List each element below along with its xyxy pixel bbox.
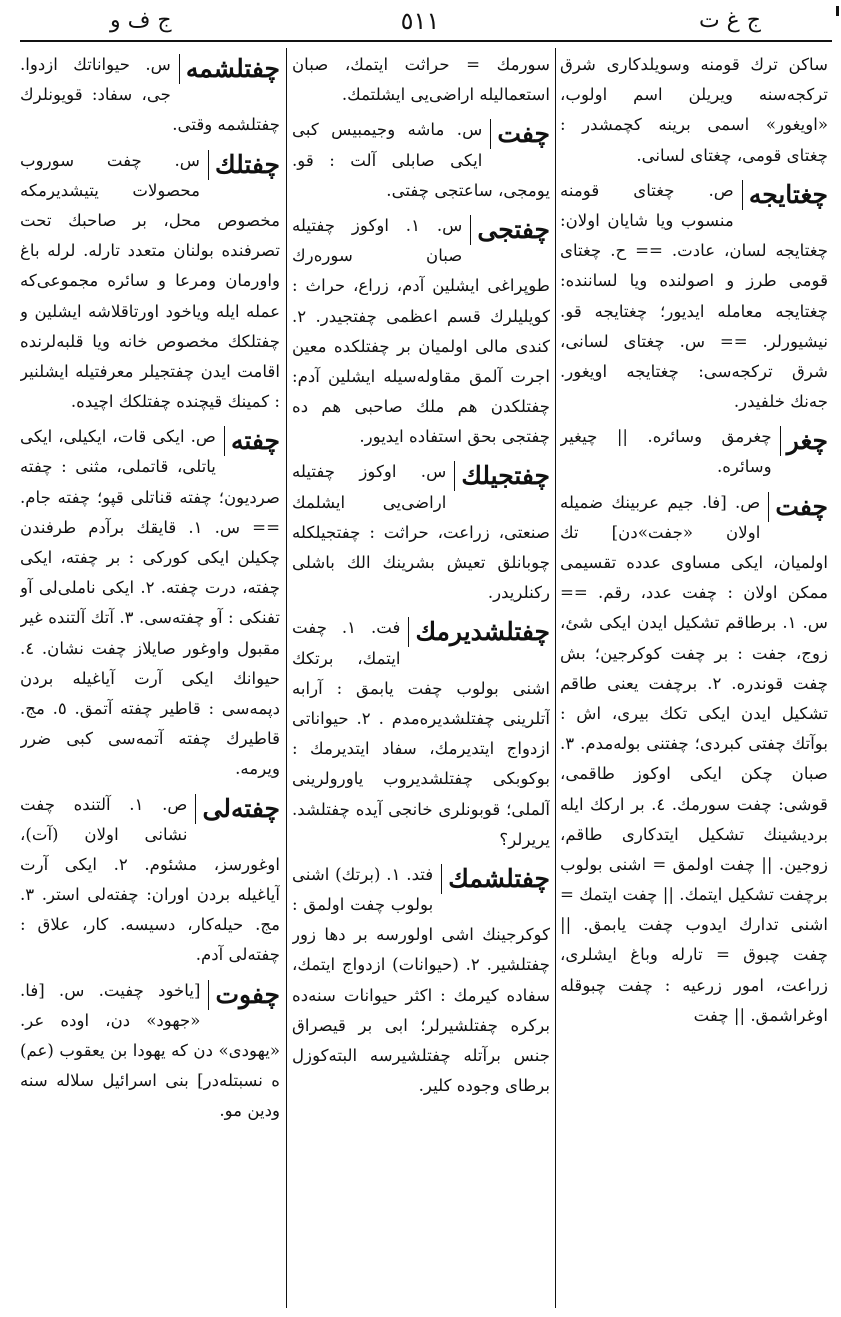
entry-definition: س. اوكوز چفتيله اراضى‌يى ايشلمك صنعتى، زراعت، حراثت : چفتجيلكله چوبانلق تعيش بشرينك الك باشلى ركنلريدر. bbox=[292, 462, 550, 603]
dictionary-entry bbox=[20, 50, 280, 141]
entry-headword: چفتلشمه bbox=[179, 54, 280, 84]
text-column-left bbox=[20, 50, 280, 1308]
entry-headword: چفت bbox=[768, 492, 828, 522]
text-column-right bbox=[560, 50, 828, 1308]
entry-definition: ص. [فا. جيم عربينك ضميله اولان «جفت»دن] تك اولميان، ايكى مساوى عدده تقسيمى ممكن اولان : چفت عدد، رقم. == س. ١. برطاقم تشكيل ايدن ايكى شئ، زوج، جفت : بر چفت كوكرجين؛ بش چفت قوندره. ٢. برچفت يعنى طاقم تشكيل ايدن ايكى تكك بيرى، اش : بوآتك چفتى كبردى؛ چفتنى بوله‌مدم. ٣. صبان چكن ايكى اوكوز طاقمى، قوشى: چفت سورمك. ٤. بر اركك ايله بردیشينك تشكيل ايتدكارى طاقم، زوجين. || چفت اولمق = اشنى بولوب برچفت تشكيل ايتمك. || چفت ايتمك = اشنى تدارك ايدوب چفت يابمق. || چفت چبوق = تارله وباغ ايشلرى، زراعت، امور زرعيه : چفت چبوقله اوغراشمق. || چفت bbox=[560, 492, 828, 1025]
entry-headword: چفتلك bbox=[208, 150, 280, 180]
dictionary-entry bbox=[560, 422, 828, 482]
page-corner-mark bbox=[836, 6, 839, 16]
entry-definition: ص. ١. آلتنده چفت نشانى اولان (آت)، اوغورسز، مشئوم. ٢. ايكى آرت آياغيله بردن اوران: چفته‌لى استر. ٣. مج. حيله‌كار، دسيسه. كار، علاق : چفته‌لى آدم. bbox=[20, 794, 280, 965]
dictionary-entry bbox=[292, 115, 550, 206]
dictionary-entry bbox=[560, 176, 828, 418]
dictionary-entry bbox=[20, 976, 280, 1127]
dictionary-entry bbox=[292, 613, 550, 855]
entry-headword: چفتجيلك bbox=[454, 461, 550, 491]
dictionary-entry bbox=[20, 790, 280, 971]
entry-headword: چغتايجه bbox=[742, 180, 828, 210]
entry-headword: چفتلشمك bbox=[441, 864, 550, 894]
entry-definition: س. حيواناتك ازدوا. جى، سفاد: قويونلرك چفتلشمه وقتى. bbox=[20, 55, 280, 135]
entry-definition: س. ماشه وجيمبيس كبى ايكى صابلى آلت : قو. يومجى، ساعتجى چفتى. bbox=[292, 120, 550, 200]
column-divider-left bbox=[286, 48, 287, 1308]
dictionary-entry bbox=[560, 488, 828, 1031]
entry-definition: فت. ١. چفت ايتمك، برتكك اشنى بولوب چفت يابمق : آرابه آتلرينى چفتلشديره‌مدم . ٢. حيواناتى ازدواج ايتديرمك، سفاد ايتديرمك : بوكوبكى چفتلشديروب ياورولرينى آلملى؛ قوبونلرى خانجى آيده چفتلشد. يريرلر؟ bbox=[292, 618, 550, 849]
entry-definition: چغرمق وسائره. || چيغير وسائره. bbox=[560, 427, 772, 477]
page-number: ٥١١ bbox=[400, 7, 440, 35]
entry-headword: چفوت bbox=[208, 980, 280, 1010]
dictionary-entry bbox=[20, 146, 280, 418]
dictionary-entry bbox=[292, 211, 550, 453]
entry-headword: چفت bbox=[490, 119, 550, 149]
entry-headword: چفتجى bbox=[470, 215, 550, 245]
header-rule bbox=[20, 40, 832, 42]
text-column-middle bbox=[292, 50, 550, 1308]
column-divider-right bbox=[555, 48, 556, 1308]
entry-definition: ص. چغتاى قومنه منسوب ويا شايان اولان: چغتايجه لسان، عادت. == ح. چغتاى قومى طرز و اصولنده ويا لساننده: چغتايجه معامله ايديور؛ چغتايجه قو. نيشيورلر. == س. چغتاى لسانى، شرق تركجه‌سى: چغتايجه اويغور. جه‌نك خلفيدر. bbox=[560, 180, 828, 412]
entry-headword: چفته bbox=[224, 426, 280, 456]
dictionary-entry bbox=[292, 860, 550, 1102]
entry-headword: چفته‌لى bbox=[195, 794, 280, 824]
entry-definition: ساكن ترك قومنه وسويلدكارى شرق تركجه‌سنه ويريلن اسم اولوب، «اويغور» اسمى برينه كچمشدر : چغتاى قومى، چغتاى لسانى. bbox=[560, 55, 828, 165]
header-letters-right: ج غ ت bbox=[698, 8, 761, 33]
entry-definition: ص. ايكى قات، ايكيلى، ايكى ياتلى، قاتملى، مثنى : چفته صرديون؛ چفته قناتلى قپو؛ چفته جام. == س. ١. قايقك برآدم طرفندن چكيلن ايكى كوركى : بر چفته، ايكى چفته، درت چفته. ٢. ايكى ناملى‌لى آو تفنكى : آو چفته‌سى. ٣. آتك آلتنده غير مقبول واوغور صايلاز چفت نشان. ٤. حيوانك ايكى آرت آياغيله بردن دپمه‌سى : قاطير چفته آتمق. ٥. مج. قاطيرك چفته آتمه‌سى كبى ضرر ويرمه. bbox=[20, 427, 280, 779]
dictionary-entry bbox=[292, 457, 550, 608]
dictionary-entry bbox=[20, 422, 280, 784]
dictionary-entry bbox=[292, 50, 550, 110]
entry-definition: سورمك = حراثت ايتمك، صبان استعماليله اراضى‌يى ايشلتمك. bbox=[292, 55, 550, 105]
entry-definition: س. چفت سوروب محصولات يتيشديرمكه مخصوص محل، بر صاحبك تحت تصرفنده بولنان متعدد تارله. لرله باغ واورمان ومرعا و سائره مجموعى‌كه عمله ايله وياخود اورتاقلاشه ايشلين و چفتلكك مخصوص خانه ويا قلبه‌لرنده اقامت ايدن چفتجيلر معرفتيله ايشلنير : كمينك قيچنده چفتلكك اچيده. bbox=[20, 150, 280, 412]
entry-definition: [ياخود چفيت. س. [فا. «جهود» دن، اوده عر. «يهودى» دن كه يهودا بن يعقوب (عم) ه نسبتله‌در] بنى اسرائيل سلاله سنه ودين مو. bbox=[20, 980, 280, 1121]
entry-headword: چفتلشديرمك bbox=[408, 617, 550, 647]
entry-definition: فتد. ١. (برتك) اشنى بولوب چفت اولمق : كوكرجينك اشى اولورسه بر دها زور چفتلشير. ٢. (حيوانات) ازدواج ايتمك، سفاده كيرمك : اكثر حيوانات سنه‌ده بركره چفتلشيرلر؛ ابى بر قيصراق جنس برآتله چفتلشيرسه البته‌كوزل برطاى وجوده كلير. bbox=[292, 864, 550, 1096]
dictionary-entry bbox=[560, 50, 828, 171]
entry-headword: چغر bbox=[780, 426, 828, 456]
entry-definition: س. ١. اوكوز چفتيله صبان سوره‌رك طوپراغى ايشلين آدم، زراع، حراث : كويليلرك قسم اعظمى چفتجيدر. ٢. كندى مالى اولميان بر چفتلكده معين اجرت آلمق مقاوله‌سيله ايشلين آدم: چفتلكدن هم ملك صاحبى هم ده چفتجى بحق استفاده ايديور. bbox=[292, 215, 550, 447]
header-letters-left: ج ف و bbox=[110, 8, 172, 33]
